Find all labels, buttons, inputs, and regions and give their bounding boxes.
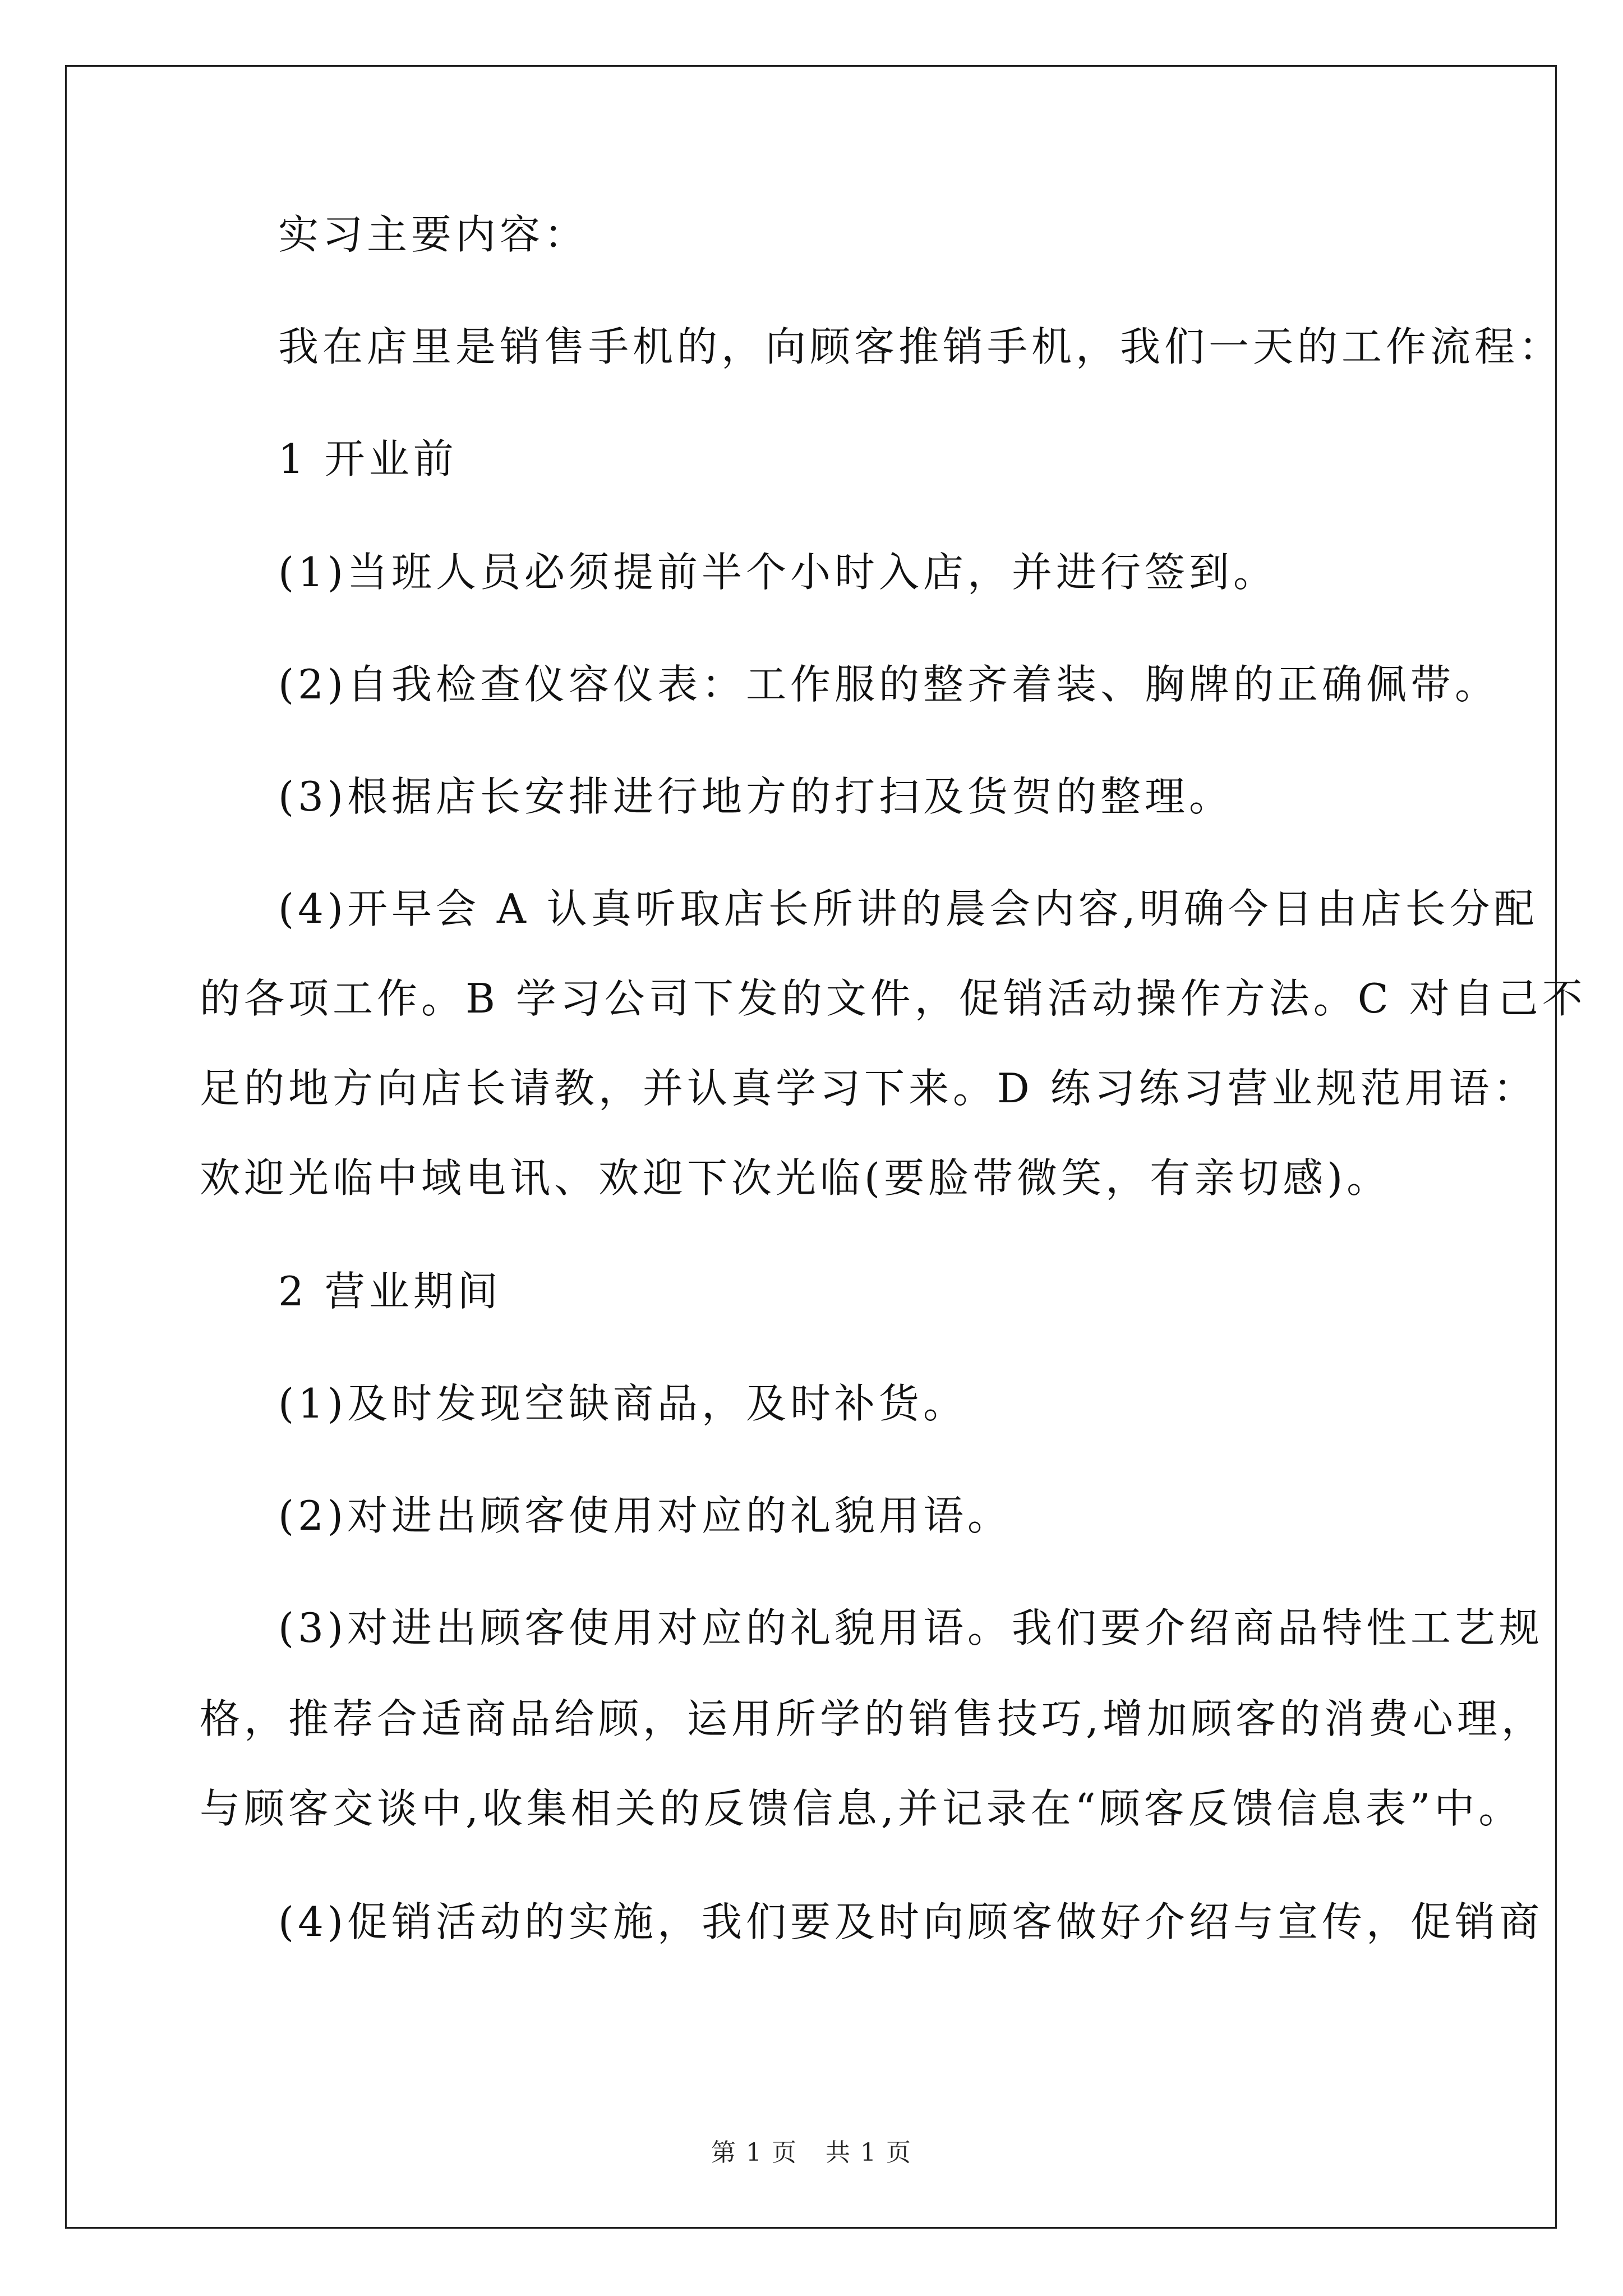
paragraph-line: 实习主要内容： bbox=[278, 211, 589, 258]
paragraph-line: (1)当班人员必须提前半个小时入店，并进行签到。 bbox=[278, 549, 1278, 596]
paragraph-line: (2)对进出顾客使用对应的礼貌用语。 bbox=[278, 1492, 1012, 1539]
paragraph-line: 格，推荐合适商品给顾，运用所学的销售技巧,增加顾客的消费心理， bbox=[200, 1695, 1546, 1742]
section-heading: 2 营业期间 bbox=[278, 1268, 502, 1315]
page-footer bbox=[0, 2136, 1623, 2170]
paragraph-line: 我在店里是销售手机的，向顾客推销手机，我们一天的工作流程： bbox=[278, 323, 1564, 370]
paragraph-line: (4)开早会 A 认真听取店长所讲的晨会内容,明确今日由店长分配 bbox=[278, 885, 1538, 932]
page-total: 共 1 页 bbox=[826, 2138, 912, 2167]
page-number: 第 1 页 bbox=[711, 2138, 797, 2167]
paragraph-line: 的各项工作。B 学习公司下发的文件，促销活动操作方法。C 对自己不 bbox=[200, 975, 1587, 1022]
paragraph-line: (1)及时发现空缺商品，及时补货。 bbox=[278, 1380, 967, 1427]
paragraph-line: (2)自我检查仪容仪表：工作服的整齐着装、胸牌的正确佩带。 bbox=[278, 661, 1499, 708]
paragraph-line: (3)对进出顾客使用对应的礼貌用语。我们要介绍商品特性工艺规 bbox=[278, 1604, 1543, 1651]
paragraph-line: 足的地方向店长请教，并认真学习下来。D 练习练习营业规范用语： bbox=[200, 1065, 1538, 1112]
paragraph-line: (3)根据店长安排进行地方的打扫及货贺的整理。 bbox=[278, 773, 1233, 820]
paragraph-line: (4)促销活动的实施，我们要及时向顾客做好介绍与宣传，促销商 bbox=[278, 1898, 1543, 1945]
paragraph-line: 欢迎光临中域电讯、欢迎下次光临(要脸带微笑，有亲切感)。 bbox=[200, 1154, 1391, 1202]
section-heading: 1 开业前 bbox=[278, 435, 458, 482]
paragraph-line: 与顾客交谈中,收集相关的反馈信息,并记录在“顾客反馈信息表”中。 bbox=[200, 1785, 1523, 1832]
